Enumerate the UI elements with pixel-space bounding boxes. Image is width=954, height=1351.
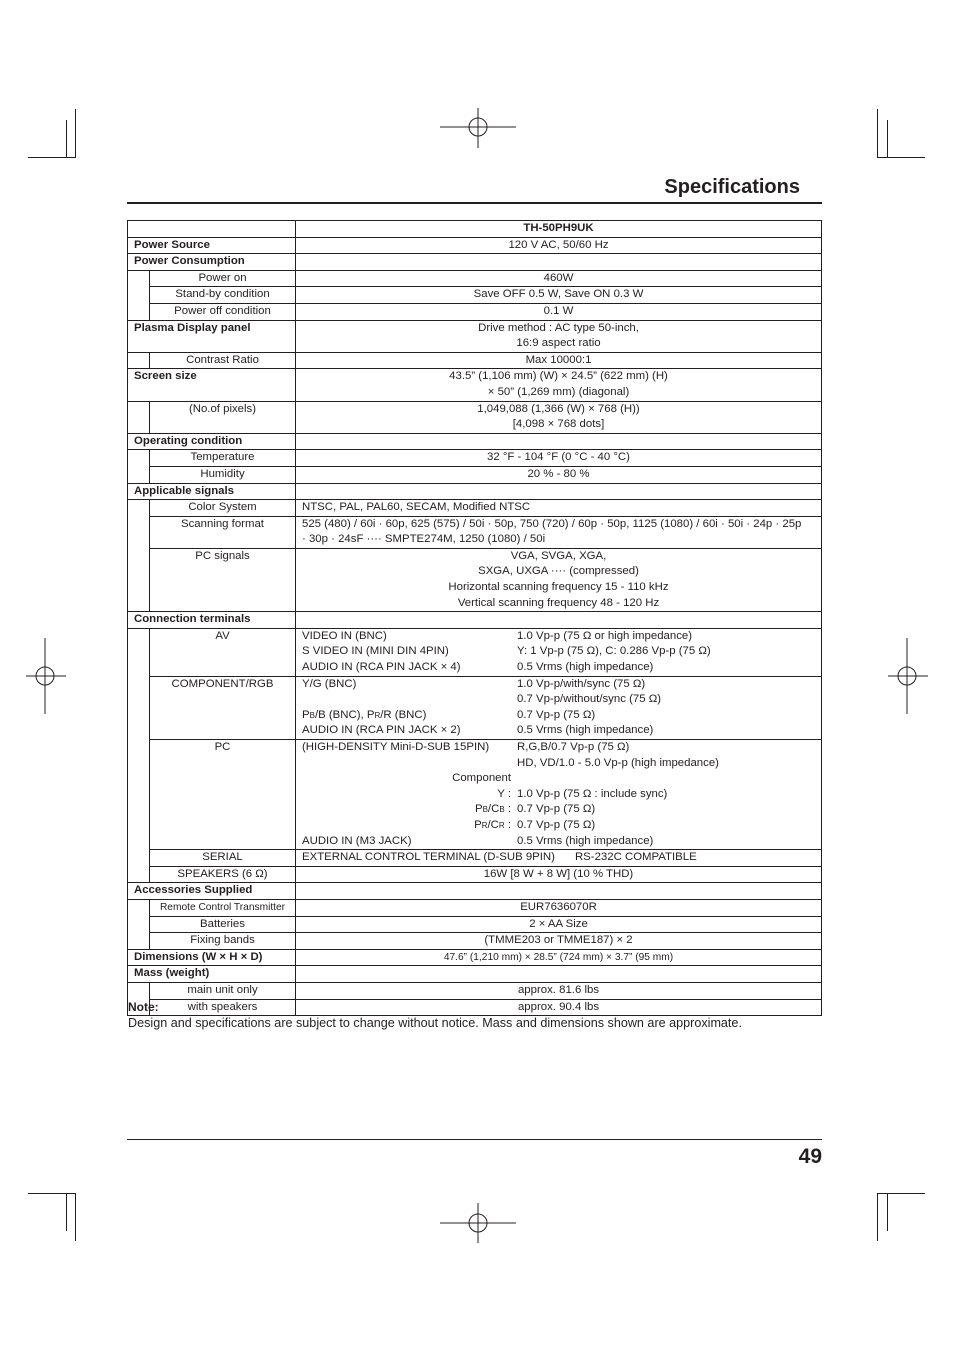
table-row: Stand-by condition Save OFF 0.5 W, Save ON 0.3 W <box>128 287 822 304</box>
table-row: main unit only approx. 81.6 lbs <box>128 982 822 999</box>
table-row: Power off condition 0.1 W <box>128 303 822 320</box>
table-row: Connection terminals <box>128 612 822 629</box>
table-row: Power on 460W <box>128 270 822 287</box>
page-number: 49 <box>798 1145 822 1168</box>
table-row: SPEAKERS (6 Ω) 16W [8 W + 8 W] (10 % THD) <box>128 866 822 883</box>
table-row: Contrast Ratio Max 10000:1 <box>128 352 822 369</box>
page-title: Specifications <box>664 176 800 198</box>
table-row <box>128 221 822 238</box>
table-row: Applicable signals <box>128 483 822 500</box>
spec-table <box>127 220 822 1016</box>
title-rule <box>127 202 822 204</box>
note-text: Design and specifications are subject to change without notice. Mass and dimensions shown are approximate. <box>128 1016 742 1030</box>
table-row: Batteries 2 × AA Size <box>128 916 822 933</box>
registration-mark-top <box>440 108 516 148</box>
table-row: Humidity 20 % - 80 % <box>128 466 822 483</box>
registration-mark-bottom <box>440 1203 516 1243</box>
table-row: PC (HIGH-DENSITY Mini-D-SUB 15PIN) R,G,B/0.7 Vp-p (75 Ω) HD, VD/1.0 - 5.0 Vp-p (high impedance) Component Y : 1.0 Vp-p (75 Ω : include sync) PB/CB : 0.7 Vp-p (75 Ω) PR/CR : 0.7 Vp-p (75 Ω) AUDIO IN (M3 JACK) 0.5 Vrms (high impedance) <box>128 740 822 850</box>
table-row: COMPONENT/RGB Y/G (BNC) 1.0 Vp-p/with/sync (75 Ω) 0.7 Vp-p/without/sync (75 Ω) PB/B (BNC), PR/R (BNC) 0.7 Vp-p (75 Ω) AUDIO IN (RCA PIN JACK × 2) 0.5 Vrms (high impedance) <box>128 676 822 739</box>
table-row: SERIAL EXTERNAL CONTROL TERMINAL (D-SUB 9PIN) RS-232C COMPATIBLE <box>128 850 822 867</box>
table-row: Accessories Supplied <box>128 883 822 900</box>
table-row: Temperature 32 °F - 104 °F (0 °C - 40 °C) <box>128 450 822 467</box>
note-heading: Note: <box>128 1000 159 1014</box>
table-row: Mass (weight) <box>128 966 822 983</box>
table-row: Remote Control Transmitter EUR7636070R <box>128 899 822 916</box>
model-header: TH-50PH9UK <box>296 221 822 238</box>
table-row: Scanning format 525 (480) / 60i · 60p, 625 (575) / 50i · 50p, 750 (720) / 60p · 50p, 1125 (1080) / 60i · 50i · 24p · 25p · 30p · 24sF ···· SMPTE274M, 1250 (1080) / 50i <box>128 516 822 548</box>
table-row: Screen size 43.5” (1,106 mm) (W) × 24.5” (622 mm) (H) × 50” (1,269 mm) (diagonal) <box>128 369 822 401</box>
table-row: Operating condition <box>128 433 822 450</box>
table-row: Color System NTSC, PAL, PAL60, SECAM, Modified NTSC <box>128 500 822 517</box>
table-row: with speakers approx. 90.4 lbs <box>128 999 822 1016</box>
table-row: Power Consumption <box>128 254 822 271</box>
table-row: Fixing bands (TMME203 or TMME187) × 2 <box>128 933 822 950</box>
table-row: AV VIDEO IN (BNC) 1.0 Vp-p (75 Ω or high impedance) S VIDEO IN (MINI DIN 4PIN) Y: 1 Vp-p (75 Ω), C: 0.286 Vp-p (75 Ω) AUDIO IN (RCA PIN JACK × 4) 0.5 Vrms (high impedance) <box>128 628 822 676</box>
table-row: Dimensions (W × H × D) 47.6” (1,210 mm) × 28.5” (724 mm) × 3.7” (95 mm) <box>128 949 822 966</box>
footer-rule <box>127 1139 822 1140</box>
registration-mark-right <box>888 638 928 714</box>
table-row: (No.of pixels) 1,049,088 (1,366 (W) × 768 (H)) [4,098 × 768 dots] <box>128 401 822 433</box>
table-row: Power Source 120 V AC, 50/60 Hz <box>128 237 822 254</box>
table-row: PC signals VGA, SVGA, XGA, SXGA, UXGA ···· (compressed) Horizontal scanning frequency 15 - 110 kHz Vertical scanning frequency 48 - 120 Hz <box>128 548 822 611</box>
table-row: Plasma Display panel Drive method : AC type 50-inch, 16:9 aspect ratio <box>128 320 822 352</box>
registration-mark-left <box>26 638 66 714</box>
